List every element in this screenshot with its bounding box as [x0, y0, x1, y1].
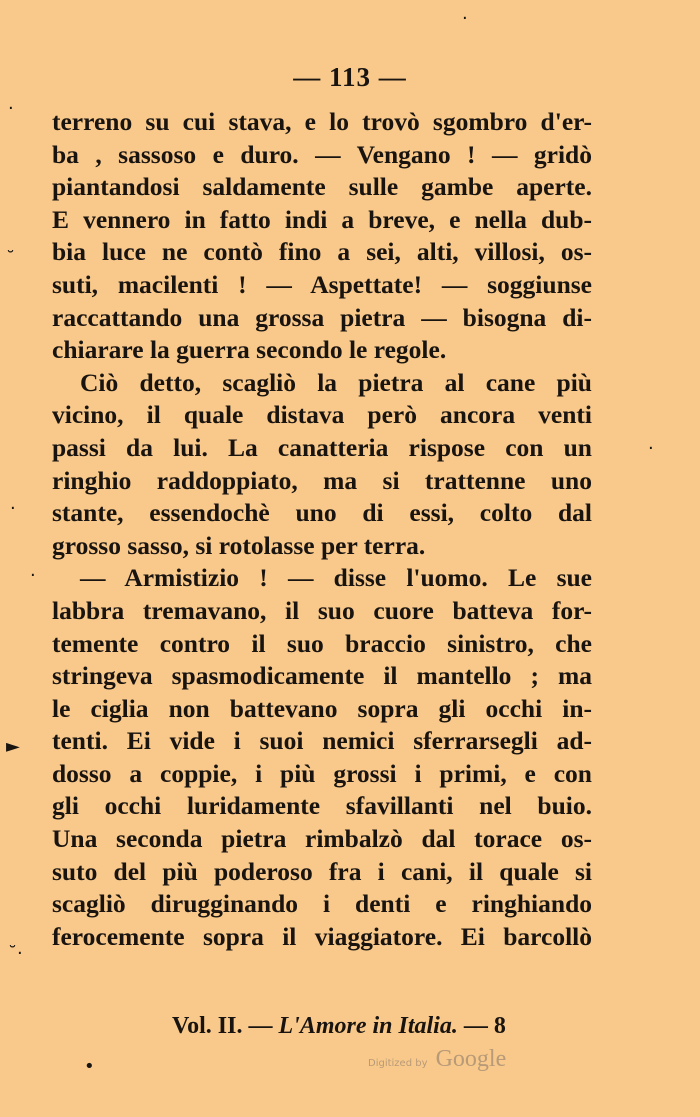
text-line: bia luce ne contò fino a sei, alti, villosi, os-: [52, 237, 592, 267]
text-line: Una seconda pietra rimbalzò dal torace os-: [52, 824, 592, 854]
text-line: E vennero in fatto indi a breve, e nella dub-: [52, 204, 592, 234]
digitized-watermark: [368, 1046, 506, 1073]
text-line: le ciglia non battevano sopra gli occhi in-: [52, 693, 592, 723]
footer-volume: Vol. II. —: [172, 1013, 273, 1039]
text-line: stante, essendochè uno di essi, colto dal: [52, 498, 592, 528]
text-line: Ciò detto, scagliò la pietra al cane più: [80, 367, 592, 397]
watermark-prefix: Digitized by: [368, 1058, 428, 1069]
text-line: scagliò dirugginando i denti e ringhiando: [52, 889, 592, 919]
text-line: stringeva spasmodicamente il mantello ; ma: [52, 661, 592, 691]
body-text: [52, 106, 592, 953]
signature-footer: [172, 1013, 506, 1040]
margin-dot-mark: ·: [30, 565, 36, 586]
footer-sheet: — 8: [463, 1013, 506, 1039]
text-line: tenti. Ei vide i suoi nemici sferrarsegli ad-: [52, 726, 592, 756]
margin-dash-mark: ˘: [6, 248, 15, 269]
text-line: suto del più poderoso fra i cani, il quale si: [52, 856, 592, 886]
text-line: terreno su cui stava, e lo trovò sgombro d'er-: [52, 107, 592, 136]
text-line: ba , sassoso e duro. — Vengano ! — gridò: [52, 139, 592, 169]
margin-dot-mark: ·: [648, 438, 654, 459]
text-line: chiarare la guerra secondo le regole.: [52, 335, 447, 365]
text-line: passi da lui. La canatteria rispose con un: [52, 432, 592, 462]
text-line: labbra tremavano, il suo cuore batteva for-: [52, 595, 592, 625]
text-line: temente contro il suo braccio sinistro, che: [52, 628, 592, 658]
watermark-brand: Google: [435, 1046, 507, 1072]
margin-dot-mark: ·: [10, 498, 16, 519]
page-number: — 113 —: [293, 62, 407, 92]
text-line: raccattando una grossa pietra — bisogna di-: [52, 302, 592, 332]
margin-arrow-mark: ►: [6, 736, 20, 757]
text-line: gli occhi luridamente sfavillanti nel buio.: [52, 791, 592, 821]
margin-dot-mark: ˘·: [8, 943, 23, 964]
text-line: grosso sasso, si rotolasse per terra.: [52, 530, 426, 560]
text-line: dosso a coppie, i più grossi i primi, e con: [52, 758, 592, 788]
text-line: ferocemente sopra il viaggiatore. Ei barcollò: [52, 921, 592, 951]
text-line: — Armistizio ! — disse l'uomo. Le sue: [80, 563, 592, 593]
text-line: vicino, il quale distava però ancora venti: [52, 400, 592, 430]
margin-dot-mark: ·: [8, 98, 14, 119]
margin-dot-mark: ·: [462, 8, 468, 29]
text-line: piantandosi saldamente sulle gambe aperte.: [52, 172, 592, 202]
text-line: suti, macilenti ! — Aspettate! — soggiunse: [52, 269, 592, 299]
text-line: ringhio raddoppiato, ma si trattenne uno: [52, 465, 592, 495]
margin-dot-mark: •: [84, 1056, 95, 1077]
footer-title: L'Amore in Italia.: [278, 1013, 458, 1039]
